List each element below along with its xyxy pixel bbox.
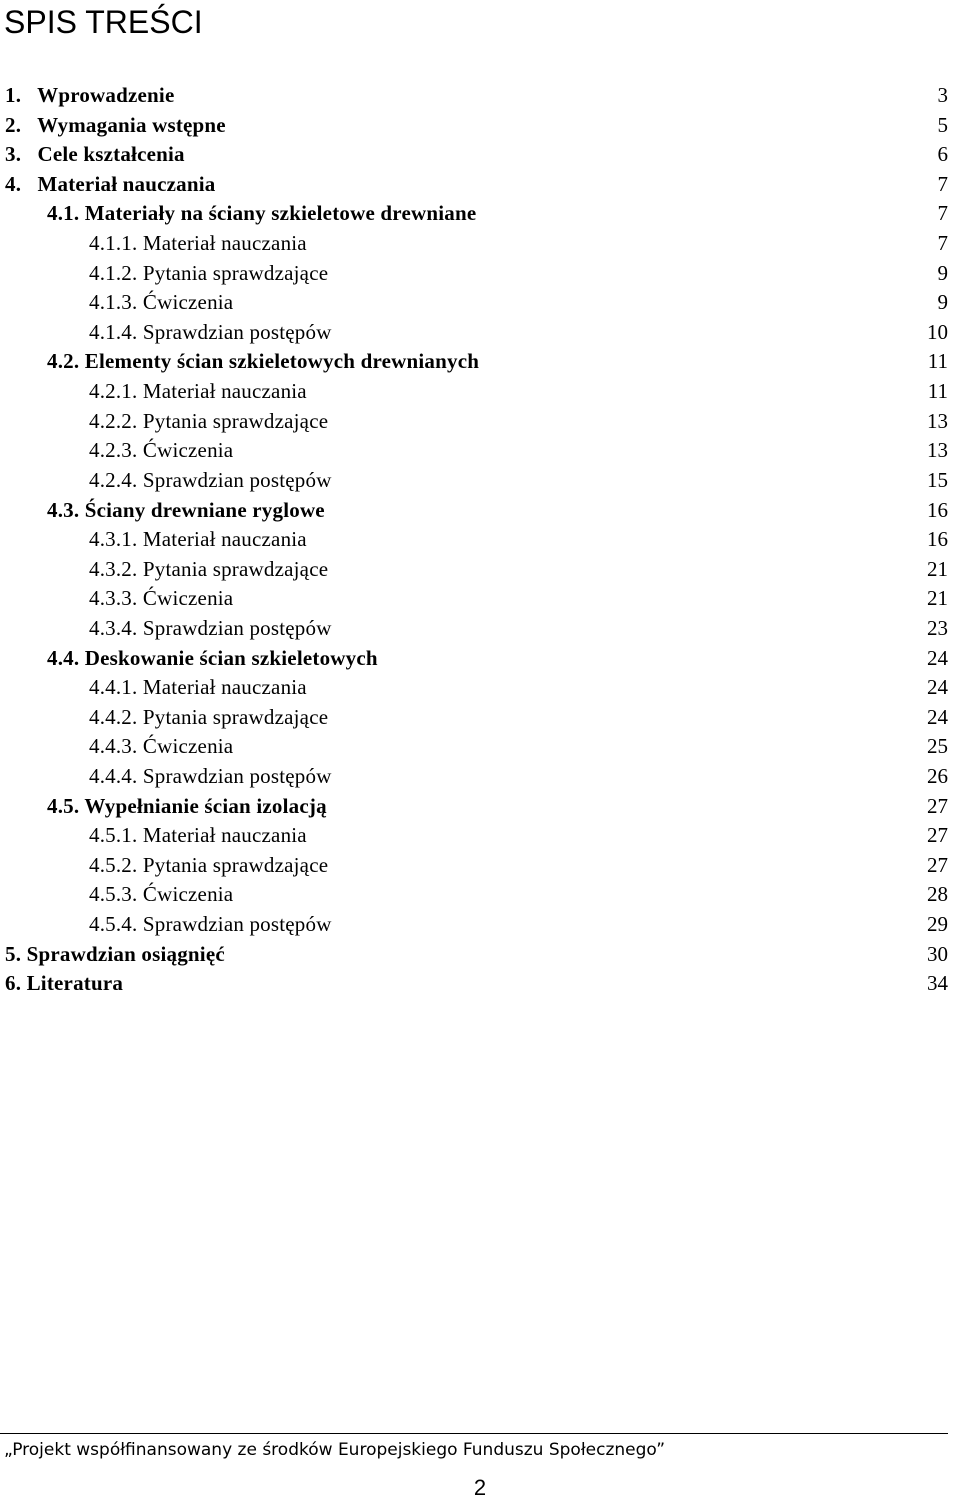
- toc-entry: [0, 436, 960, 466]
- toc-entry-label: 4.3. Ściany drewniane ryglowe: [47, 497, 325, 522]
- toc-entry-label: 3. Cele kształcenia: [5, 142, 185, 167]
- toc-entry: [0, 555, 960, 585]
- toc-entry-label: 1. Wprowadzenie: [5, 83, 175, 107]
- toc-entry: [0, 525, 960, 555]
- toc-entry-page: 7: [937, 201, 948, 226]
- toc-entry-page: 5: [937, 112, 948, 137]
- toc-entry-label: 4.1.4. Sprawdzian postępów: [89, 319, 332, 344]
- toc-entry: [0, 614, 960, 644]
- toc-entry-label: 4.1.1. Materiał nauczania: [89, 231, 307, 256]
- toc-entry-page: 28: [927, 882, 948, 907]
- toc-entry: [0, 170, 960, 200]
- toc-entry-label: 4.3.2. Pytania sprawdzające: [89, 556, 329, 581]
- toc-entry: [0, 821, 960, 851]
- toc-entry-label: 4.3.4. Sprawdzian postępów: [89, 615, 332, 640]
- toc-entry: [0, 407, 960, 437]
- toc-entry: [0, 851, 960, 881]
- toc-entry-page: 23: [927, 615, 948, 640]
- toc-entry-page: 10: [927, 319, 948, 344]
- toc-entry-page: 6: [937, 142, 948, 167]
- toc-entry: [0, 496, 960, 526]
- toc-entry: [0, 318, 960, 348]
- toc-entry-label: 4.4.2. Pytania sprawdzające: [89, 704, 329, 729]
- toc-entry: [0, 940, 960, 970]
- toc-entry-page: 9: [937, 260, 948, 285]
- toc-entry-page: 16: [927, 497, 948, 522]
- footer-divider: [0, 1433, 948, 1434]
- toc-entry-label: 2. Wymagania wstępne: [5, 112, 226, 137]
- toc-entry-page: 25: [927, 734, 948, 759]
- toc-entry: [0, 880, 960, 910]
- toc-entry-label: 5. Sprawdzian osiągnięć: [5, 941, 225, 966]
- toc-entry-page: 21: [927, 586, 948, 611]
- toc-entry-label: 4.1.3. Ćwiczenia: [89, 290, 234, 315]
- toc-entry: [0, 81, 960, 111]
- toc-entry-label: 4.4.1. Materiał nauczania: [89, 675, 307, 700]
- toc-entry-page: 15: [927, 467, 948, 492]
- toc-entry: [0, 140, 960, 170]
- toc-entry-page: 11: [927, 349, 948, 374]
- toc-entry-label: 4.4.4. Sprawdzian postępów: [89, 764, 332, 789]
- toc-entry-page: 30: [927, 941, 948, 966]
- toc-entry-label: 4.2. Elementy ścian szkieletowych drewnianych: [47, 349, 480, 374]
- toc-entry-label: 4.3.1. Materiał nauczania: [89, 527, 307, 552]
- toc-entry-page: 9: [937, 290, 948, 315]
- page-number: 2: [473, 1475, 487, 1500]
- toc-entry: [0, 111, 960, 141]
- toc-entry-label: 4. Materiał nauczania: [5, 171, 216, 196]
- toc-entry-page: 13: [927, 408, 948, 433]
- toc-entry: [0, 584, 960, 614]
- toc-entry: [0, 762, 960, 792]
- toc-entry-label: 4.5.2. Pytania sprawdzające: [89, 852, 329, 877]
- toc-entry: [0, 673, 960, 703]
- toc-entry: [0, 644, 960, 674]
- toc-entry-label: 4.5.3. Ćwiczenia: [89, 882, 234, 907]
- toc-entry-page: 24: [927, 645, 948, 670]
- toc-entry-label: 4.2.2. Pytania sprawdzające: [89, 408, 329, 433]
- toc-entry: [0, 259, 960, 289]
- toc-entry-label: 4.4.3. Ćwiczenia: [89, 734, 234, 759]
- toc-entry-label: 4.2.3. Ćwiczenia: [89, 438, 234, 463]
- toc-entry: [0, 732, 960, 762]
- toc-entry-label: 4.1.2. Pytania sprawdzające: [89, 260, 329, 285]
- page-title: SPIS TREŚCI: [4, 4, 203, 40]
- toc-entry-label: 4.5.1. Materiał nauczania: [89, 823, 307, 848]
- toc-entry-page: 13: [927, 438, 948, 463]
- toc-entry-page: 16: [927, 527, 948, 552]
- toc-entry-page: 21: [927, 556, 948, 581]
- toc-entry: [0, 288, 960, 318]
- toc-entry-label: 4.4. Deskowanie ścian szkieletowych: [47, 645, 378, 670]
- toc-entry: [0, 910, 960, 940]
- toc-entry: [0, 199, 960, 229]
- toc-entry-page: 27: [927, 793, 948, 818]
- footer-funding-note: „Projekt współfinansowany ze środków Europejskiego Funduszu Społecznego”: [4, 1440, 666, 1460]
- toc-entry: [0, 229, 960, 259]
- toc-entry: [0, 703, 960, 733]
- toc-entry-page: 24: [927, 675, 948, 700]
- toc-entry: [0, 792, 960, 822]
- toc-entry-page: 26: [927, 764, 948, 789]
- toc-entry-page: 24: [927, 704, 948, 729]
- toc-entry-page: 7: [937, 231, 948, 256]
- toc-entry-label: 4.3.3. Ćwiczenia: [89, 586, 234, 611]
- toc-entry-label: 4.5.4. Sprawdzian postępów: [89, 912, 332, 937]
- toc-entry: [0, 377, 960, 407]
- toc-entry: [0, 969, 960, 999]
- toc-entry-label: 4.2.4. Sprawdzian postępów: [89, 467, 332, 492]
- toc-entry-page: 34: [927, 971, 948, 996]
- toc-entry-page: 11: [927, 379, 948, 404]
- table-of-contents: [0, 81, 960, 999]
- toc-entry-page: 29: [927, 912, 948, 937]
- toc-entry-label: 4.1. Materiały na ściany szkieletowe drewniane: [47, 201, 477, 226]
- toc-entry: [0, 466, 960, 496]
- toc-entry: [0, 347, 960, 377]
- toc-entry-page: 7: [937, 171, 948, 196]
- toc-entry-page: 27: [927, 823, 948, 848]
- toc-entry-label: 6. Literatura: [5, 971, 124, 996]
- toc-entry-label: 4.2.1. Materiał nauczania: [89, 379, 307, 404]
- toc-entry-page: 3: [937, 83, 948, 107]
- toc-entry-label: 4.5. Wypełnianie ścian izolacją: [47, 793, 327, 818]
- toc-entry-page: 27: [927, 852, 948, 877]
